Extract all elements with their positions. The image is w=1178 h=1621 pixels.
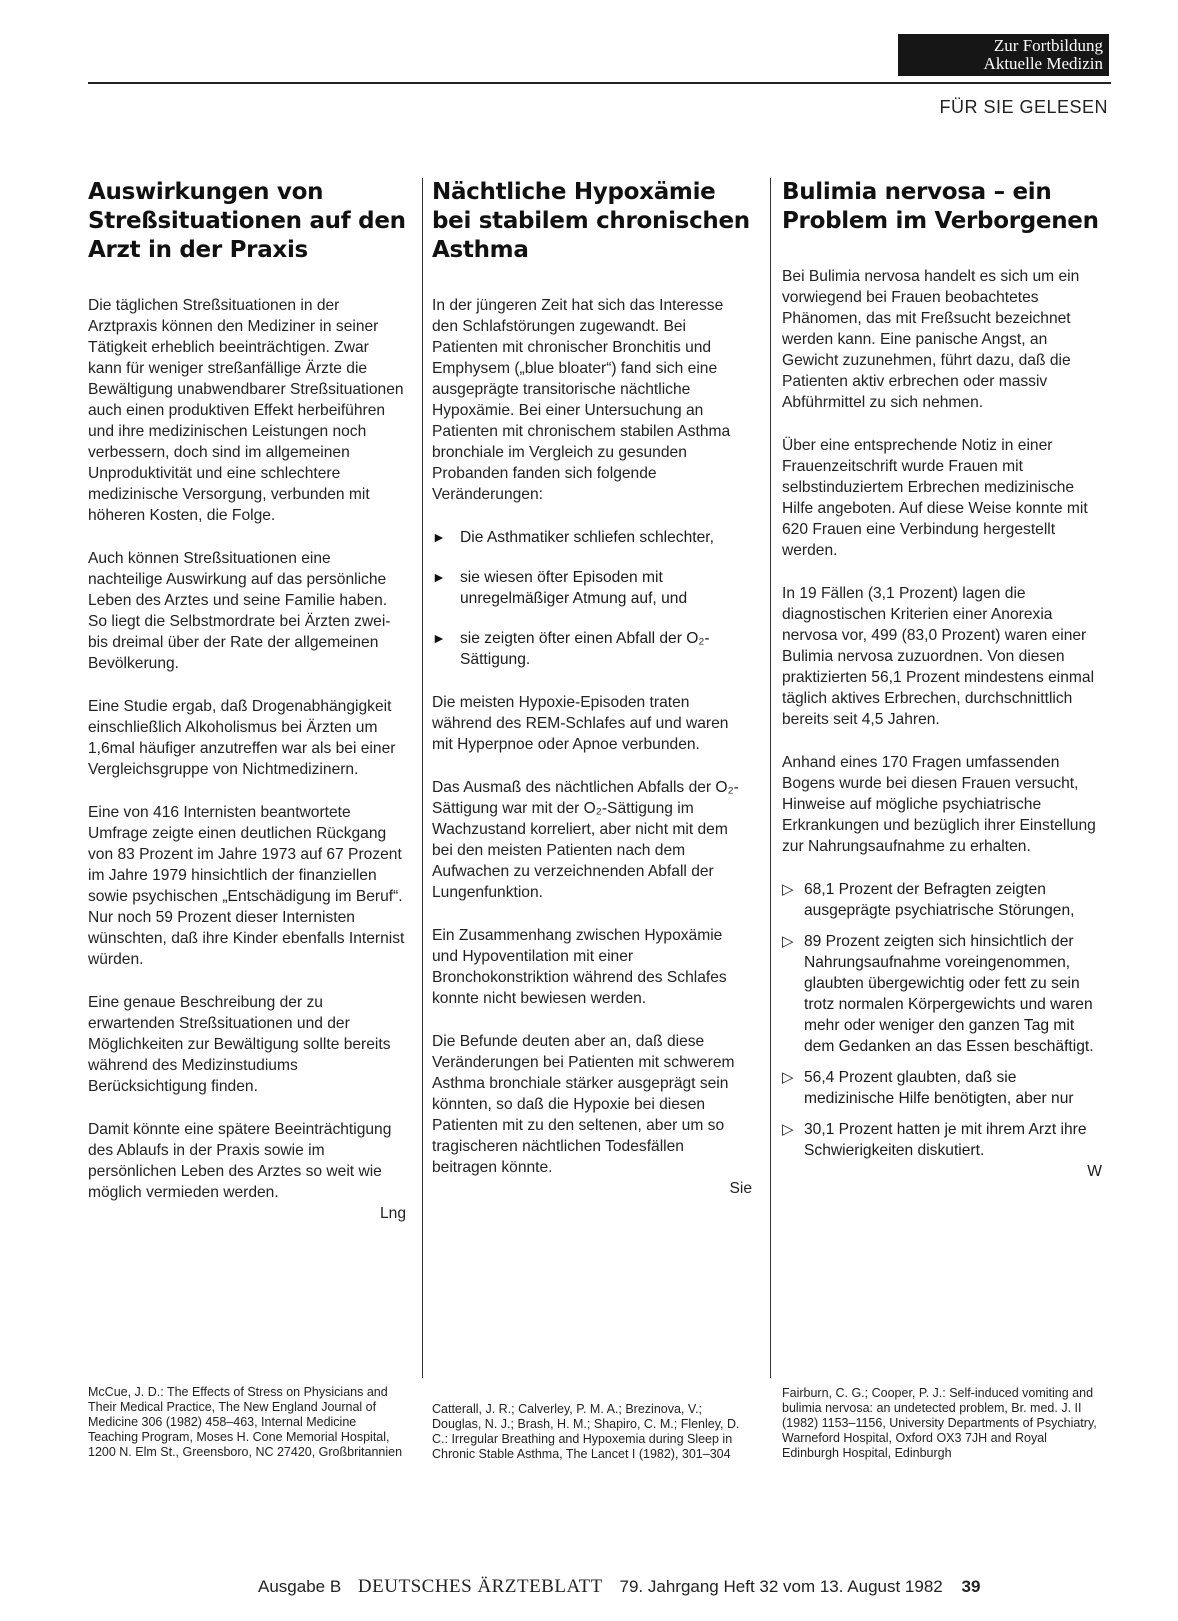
article-title: Auswirkungen von Streßsituationen auf den Arzt in der Praxis — [88, 179, 406, 263]
article-bulimia — [782, 178, 1102, 1192]
reference: McCue, J. D.: The Effects of Stress on Physicians and Their Medical Practice, The New England Journal of Medicine 306 (1982) 458–463, Internal Medicine Teaching Program, Moses H. Cone Memorial Hospital, 1200 N. Elm St., Greensboro, NC 27420, Großbritannien — [88, 1385, 403, 1459]
author-signature: Sie — [729, 1180, 752, 1197]
paragraph-text: Die Befunde deuten aber an, daß diese Veränderungen bei Patienten mit schwerem Asthma bronchiale stärker ausgeprägt sein könnten, so daß die Hypoxie bei diesen Patienten mit zu den seltenen, aber um so tragischeren nächtlichen Todesfällen beitragen könnte. — [432, 1033, 735, 1176]
paragraph: Über eine entsprechende Notiz in einer Frauenzeitschrift wurde Frauen mit selbstinduziertem Erbrechen medizinische Hilfe angeboten. Auf diese Weise konnte mit 620 Frauen eine Verbindung hergestellt werden. — [782, 437, 1088, 559]
paragraph: Eine Studie ergab, daß Drogenabhängigkeit einschließlich Alkoholismus bei Ärzten um 1,6mal häufiger anzutreffen war als bei einer Vergleichsgruppe von Nichtmedizinern. — [88, 698, 396, 778]
page-footer — [258, 1576, 1106, 1598]
paragraph — [88, 1119, 406, 1224]
author-signature: W — [1087, 1163, 1102, 1180]
badge-line-fortbildung: Zur Fortbildung — [993, 36, 1103, 55]
article-hypoxemia — [432, 178, 752, 1221]
triangle-bullet-icon: ► — [432, 630, 446, 646]
list-item: ► Die Asthmatiker schliefen schlechter, — [432, 529, 714, 546]
column-divider — [422, 178, 423, 1378]
result-point: ▷ 89 Prozent zeigten sich hinsichtlich der Nahrungsaufnahme voreingenommen, glaubten übergewichtig oder fett zu sein trotz normalen Körpergewichts und waren mehr oder weniger den ganzen Tag mit dem Gedanken an das Essen beschäftigt. — [782, 933, 1094, 1055]
paragraph: Eine von 416 Internisten beantwortete Umfrage zeigte einen deutlichen Rückgang von 83 Prozent im Jahre 1973 auf 67 Prozent im Jahre 1979 hinsichtlich der finanziellen sowie psychischen „Entschädigung im Beruf“. Nur noch 59 Prozent dieser Internisten wünschten, daß ihre Kinder ebenfalls Internist würden. — [88, 804, 405, 968]
paragraph-text: 30,1 Prozent hatten je mit ihrem Arzt ihre Schwierigkeiten diskutiert. — [804, 1121, 1087, 1159]
article-title: Bulimia nervosa – ein Problem im Verborgenen — [782, 179, 1099, 234]
paragraph: Die meisten Hypoxie-Episoden traten während des REM-Schlafes auf und waren mit Hyperpnoe oder Apnoe verbunden. — [432, 694, 729, 753]
paragraph: Ein Zusammenhang zwischen Hypoxämie und Hypoventilation mit einer Bronchokonstriktion während des Schlafes konnte nicht bewiesen werden. — [432, 927, 727, 1007]
paragraph: In der jüngeren Zeit hat sich das Interesse den Schlafstörungen zugewandt. Bei Patienten mit chronischer Bronchitis und Emphysem („blue bloater“) fand sich eine ausgeprägte transitorische nächtliche Hypoxämie. Bei einer Untersuchung an Patienten mit chronischem stabilen Asthma bronchiale im Vergleich zu gesunden Probanden fanden sich folgende Veränderungen: — [432, 297, 731, 503]
outline-triangle-icon: ▷ — [782, 1121, 794, 1138]
paragraph: In 19 Fällen (3,1 Prozent) lagen die diagnostischen Kriterien einer Anorexia nervosa vor, 499 (83,0 Prozent) waren einer Bulimia nervosa zuzuordnen. Von diesen praktizierten 56,1 Prozent mindestens einmal täglich aktives Erbrechen, durchschnittlich bereits seit 4,5 Jahren. — [782, 585, 1095, 728]
section-badge — [898, 34, 1109, 76]
outline-triangle-icon: ▷ — [782, 881, 794, 898]
paragraph: Bei Bulimia nervosa handelt es sich um ein vorwiegend bei Frauen beobachtetes Phänomen, das mit Freßsucht bezeichnet werden kann. Eine panische Angst, an Gewicht zuzunehmen, führt dazu, daß die Patienten aktiv erbrechen oder massiv Abführmittel zu sich nehmen. — [782, 268, 1080, 411]
list-item: ► sie wiesen öfter Episoden mit unregelmäßiger Atmung auf, und — [432, 569, 688, 607]
result-point: ▷ 56,4 Prozent glaubten, daß sie medizinische Hilfe benötigten, aber nur — [782, 1069, 1074, 1107]
page-number: 39 — [961, 1577, 981, 1596]
reference: Fairburn, C. G.; Cooper, P. J.: Self-induced vomiting and bulimia nervosa: an undetected problem, Br. med. J. II (1982) 1153–1156, University Departments of Psychiatry, Warneford Hospital, Oxford OX3 7JH and Royal Edinburgh Hospital, Edinburgh — [782, 1386, 1097, 1460]
paragraph-text: Damit könnte eine spätere Beeinträchtigung des Ablaufs in der Praxis sowie im persönlichen Leben des Arztes so weit wie möglich vermieden werden. — [88, 1121, 392, 1201]
column-divider — [770, 178, 771, 1378]
paragraph: Die täglichen Streßsituationen in der Arztpraxis können den Mediziner in seiner Tätigkeit erheblich beeinträchtigen. Zwar kann für weniger streßanfällige Ärzte die Bewältigung unabwendbarer Streßsituationen auch einen produktiven Effekt herbeiführen und ihre medizinischen Leistungen noch verbessern, doch sind im allgemeinen Unproduktivität und eine schlechtere medizinische Versorgung, verbunden mit höheren Kosten, die Folge. — [88, 297, 404, 524]
paragraph — [432, 1031, 752, 1199]
paragraph: Anhand eines 170 Fragen umfassenden Bogens wurde bei diesen Frauen versucht, Hinweise auf mögliche psychiatrische Erkrankungen und bezüglich ihrer Einstellung zur Nahrungsaufnahme zu erhalten. — [782, 754, 1096, 855]
list-item: ► sie zeigten öfter einen Abfall der O₂-Sättigung. — [432, 630, 710, 668]
paragraph: Auch können Streßsituationen eine nachteilige Auswirkung auf das persönliche Leben des Arztes und seine Familie haben. So liegt die Selbstmordrate bei Ärzten zwei- bis dreimal über der Rate der allgemeinen Bevölkerung. — [88, 550, 391, 672]
triangle-bullet-icon: ► — [432, 529, 446, 545]
paragraph: Eine genaue Beschreibung der zu erwartenden Streßsituationen und der Möglichkeiten zur Bewältigung sollte bereits während des Medizinstudiums Berücksichtigung finden. — [88, 994, 391, 1095]
top-rule — [88, 82, 1111, 84]
reference: Catterall, J. R.; Calverley, P. M. A.; Brezinova, V.; Douglas, N. J.; Brash, H. M.; Shapiro, C. M.; Flenley, D. C.: Irregular Breathing and Hypoxemia during Sleep in Chronic Stable Asthma, The Lancet I (1982), 301–304 — [432, 1402, 740, 1461]
article-stress — [88, 178, 406, 1246]
issue-info: 79. Jahrgang Heft 32 vom 13. August 1982 — [619, 1577, 943, 1596]
result-point — [782, 1119, 1102, 1182]
article-title: Nächtliche Hypoxämie bei stabilem chronischen Asthma — [432, 179, 750, 263]
outline-triangle-icon: ▷ — [782, 933, 794, 950]
badge-line-medizin: Aktuelle Medizin — [983, 54, 1103, 73]
journal-name: DEUTSCHES ÄRZTEBLATT — [357, 1576, 603, 1597]
section-label: FÜR SIE GELESEN — [939, 97, 1108, 117]
triangle-bullet-icon: ► — [432, 569, 446, 585]
paragraph: Das Ausmaß des nächtlichen Abfalls der O₂-Sättigung war mit der O₂-Sättigung im Wachzustand korreliert, aber nicht mit dem bei den meisten Patienten nach dem Aufwachen zu verzeichnenden Abfall der Lungenfunktion. — [432, 779, 739, 901]
edition-label: Ausgabe B — [258, 1577, 342, 1596]
author-signature: Lng — [379, 1205, 406, 1222]
finding-list — [432, 527, 752, 670]
outline-triangle-icon: ▷ — [782, 1069, 794, 1086]
result-point: ▷ 68,1 Prozent der Befragten zeigten ausgeprägte psychiatrische Störungen, — [782, 881, 1075, 919]
